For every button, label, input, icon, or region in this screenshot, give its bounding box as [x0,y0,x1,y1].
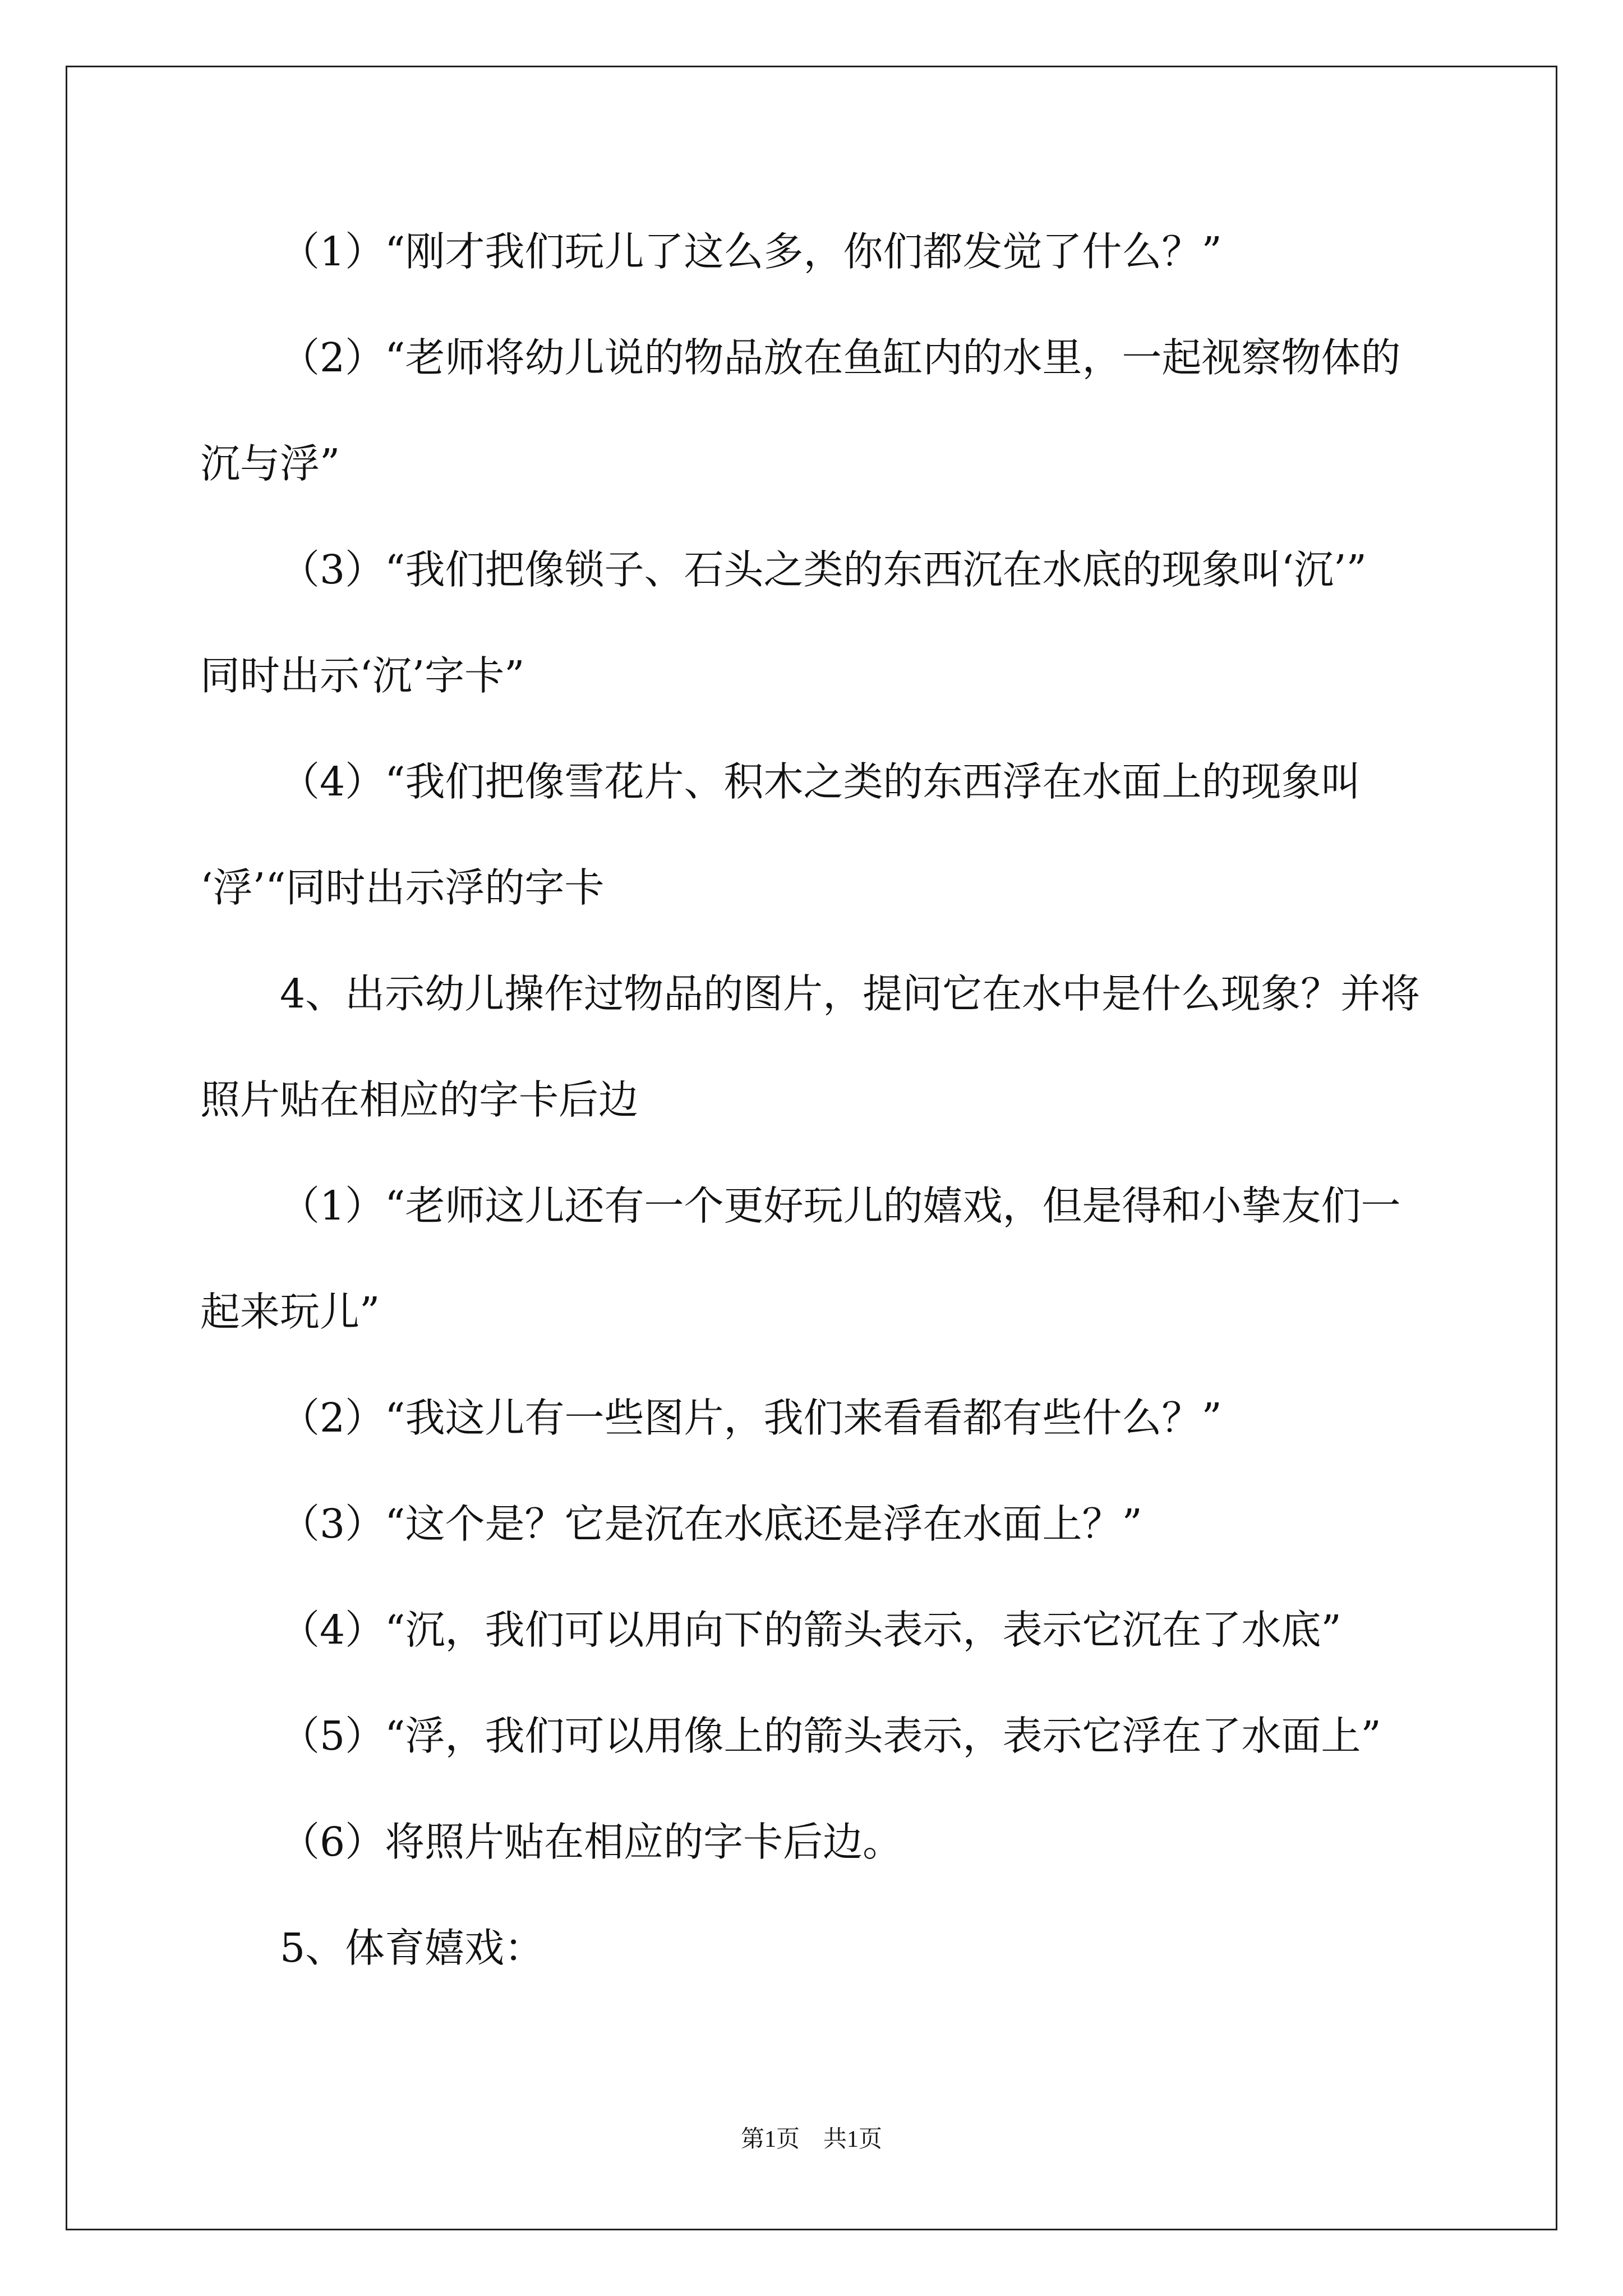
paragraph [200,1153,1507,1365]
paragraph-line: （6）将照片贴在相应的字卡后边。 [280,1819,903,1865]
paragraph-line: 5、体育嬉戏： [280,1925,545,1971]
paragraph [200,1471,1507,1577]
paragraph [200,1789,1507,1895]
paragraph [200,941,1507,1153]
paragraph-line: （1）“刚才我们玩儿了这么多，你们都发觉了什么？” [280,228,1222,275]
document-body [200,199,1507,2001]
paragraph [200,517,1507,729]
paragraph-line: （4）“沉，我们可以用向下的箭头表示，表示它沉在了水底” [280,1607,1341,1653]
paragraph-line: 沉与浮” [200,440,340,487]
paragraph-line: 起来玩儿” [200,1289,380,1335]
paragraph-line: 照片贴在相应的字卡后边 [200,1076,639,1123]
paragraph-line: （3）“这个是？它是沉在水底还是浮在水面上？” [280,1501,1142,1547]
paragraph-line: 同时出示‘沉’字卡” [200,652,525,699]
paragraph-line: （3）“我们把像锁子、石头之类的东西沉在水底的现象叫‘沉’” [280,546,1367,593]
paragraph [200,1365,1507,1471]
page-footer: 第1页 共1页 [740,2127,882,2152]
paragraph [200,1895,1507,2001]
paragraph-line: 4、出示幼儿操作过物品的图片，提问它在水中是什么现象？并将 [280,970,1421,1017]
paragraph-line: （1）“老师这儿还有一个更好玩儿的嬉戏，但是得和小挚友们一 [280,1182,1401,1229]
paragraph [200,1577,1507,1683]
paragraph [200,729,1507,941]
paragraph [200,199,1507,305]
paragraph [200,1683,1507,1789]
paragraph-line: （2）“我这儿有一些图片，我们来看看都有些什么？” [280,1395,1222,1441]
paragraph-line: （4）“我们把像雪花片、积木之类的东西浮在水面上的现象叫 [280,758,1361,805]
paragraph [200,305,1507,517]
paragraph-line: （2）“老师将幼儿说的物品放在鱼缸内的水里，一起视察物体的 [280,334,1401,381]
paragraph-line: （5）“浮，我们可以用像上的箭头表示，表示它浮在了水面上” [280,1713,1381,1759]
paragraph-line: ‘浮’“同时出示浮的字卡 [200,864,605,911]
